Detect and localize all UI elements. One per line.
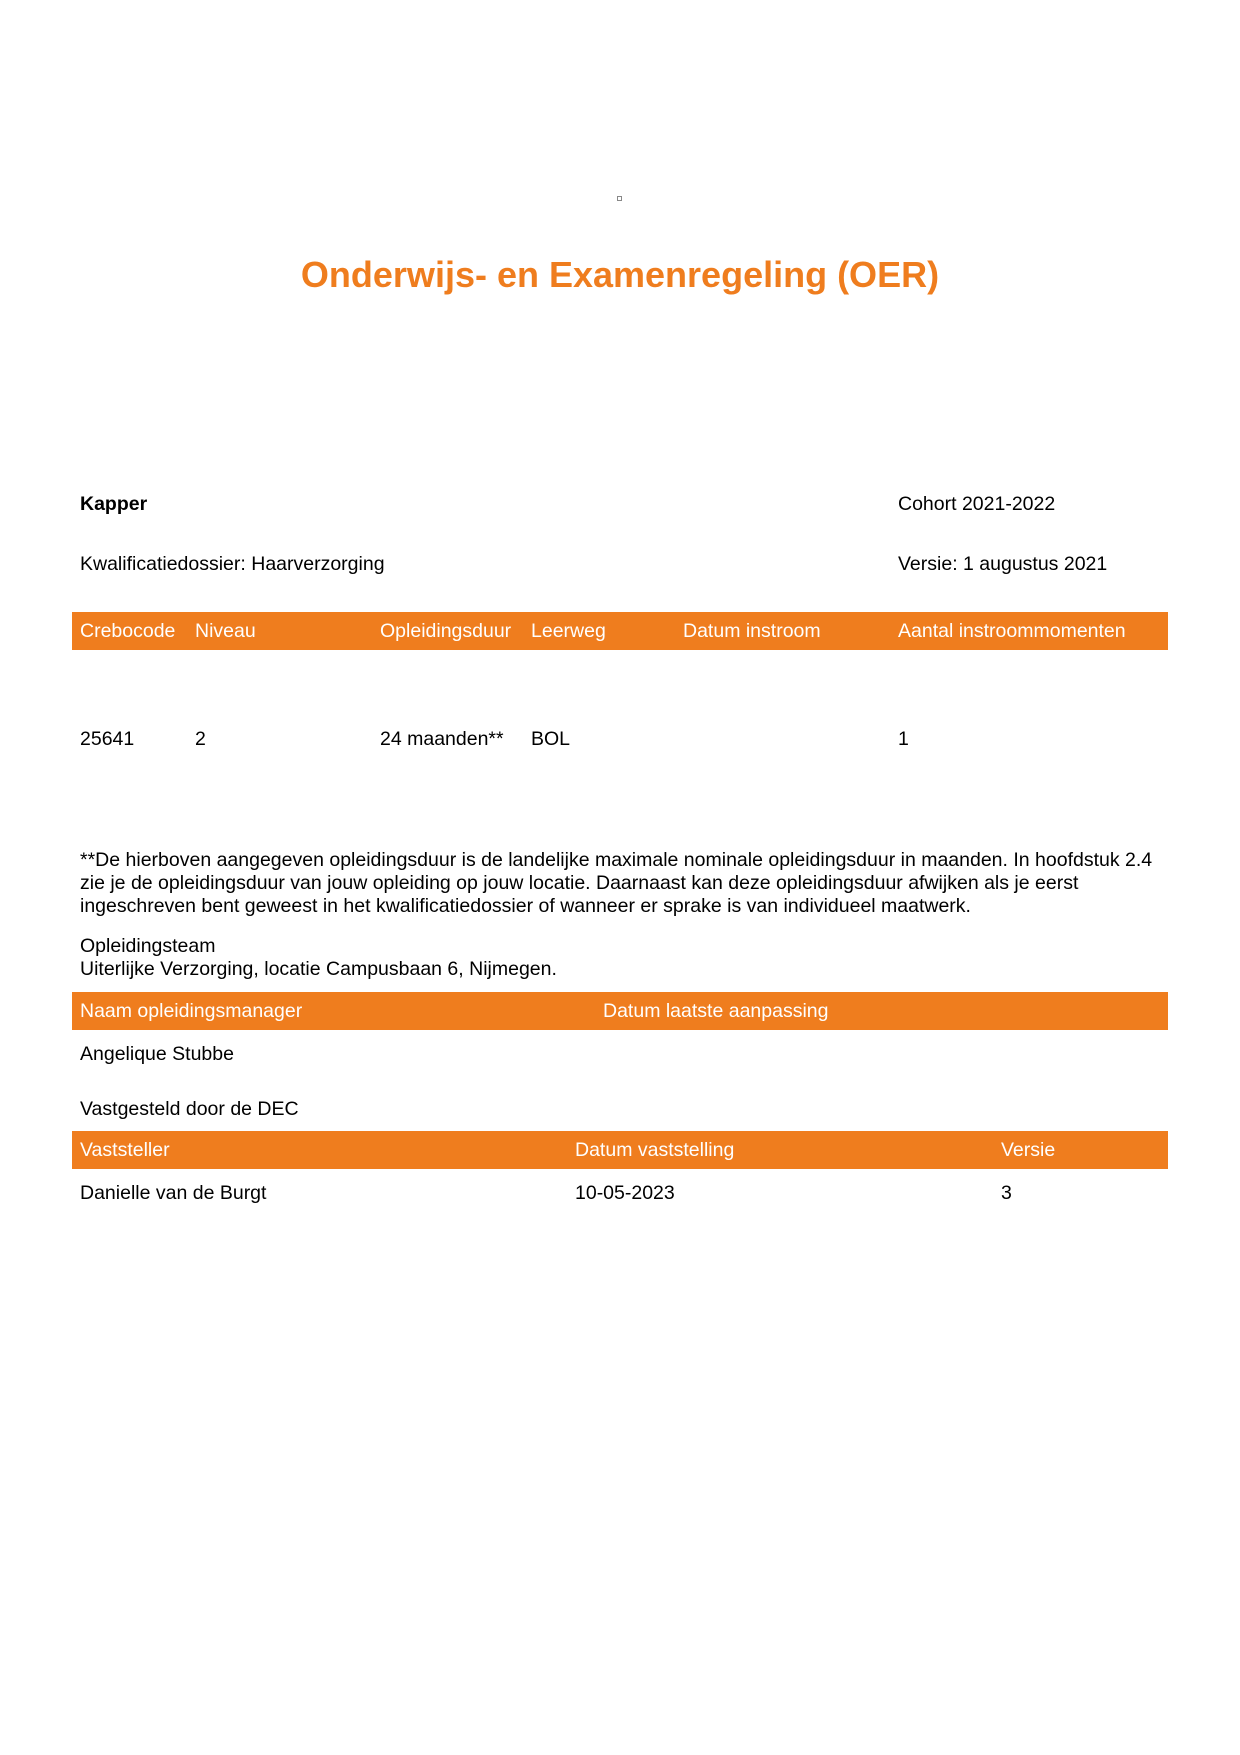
- cohort-label: Cohort 2021-2022: [898, 493, 1056, 515]
- header-vaststeller: Vaststeller: [80, 1139, 170, 1161]
- team-value: Uiterlijke Verzorging, locatie Campusbaan 6, Nijmegen.: [80, 958, 557, 980]
- header-datum-laatste-aanpassing: Datum laatste aanpassing: [603, 1000, 829, 1022]
- qualification-file: Kwalificatiedossier: Haarverzorging: [80, 553, 385, 575]
- cell-crebocode: 25641: [80, 728, 135, 750]
- header-naam-opleidingsmanager: Naam opleidingsmanager: [80, 1000, 303, 1022]
- program-name: Kapper: [80, 493, 148, 515]
- program-table-header: [72, 612, 1168, 650]
- cell-niveau: 2: [195, 728, 206, 750]
- cell-versie: 3: [1001, 1182, 1012, 1204]
- header-niveau: Niveau: [195, 620, 256, 642]
- header-opleidingsduur: Opleidingsduur: [380, 620, 512, 642]
- header-versie: Versie: [1001, 1139, 1056, 1161]
- established-by: Vastgesteld door de DEC: [80, 1098, 299, 1120]
- team-label: Opleidingsteam: [80, 935, 216, 957]
- cell-datum-vaststelling: 10-05-2023: [575, 1182, 675, 1204]
- duration-footnote: **De hierboven aangegeven opleidingsduur is de landelijke maximale nominale opleidingsduur in maanden. In hoofdstuk 2.4 zie je de opleidingsduur van jouw opleiding op jouw locatie. Daarnaast kan deze opleidingsduur afwijken als je eerst ingeschreven bent geweest in het kwalificatiedossier of wanneer er sprake is van individueel maatwerk.: [80, 849, 1153, 917]
- approval-table-header: [72, 1131, 1168, 1169]
- header-leerweg: Leerweg: [531, 620, 606, 642]
- cell-aantal-instroommomenten: 1: [898, 728, 909, 750]
- manager-table-header: [72, 992, 1168, 1030]
- header-aantal-instroommomenten: Aantal instroommomenten: [898, 620, 1126, 642]
- header-datum-instroom: Datum instroom: [683, 620, 821, 642]
- cell-vaststeller: Danielle van de Burgt: [80, 1182, 267, 1204]
- header-crebocode: Crebocode: [80, 620, 176, 642]
- page-title: Onderwijs- en Examenregeling (OER): [300, 254, 940, 295]
- header-datum-vaststelling: Datum vaststelling: [575, 1139, 735, 1161]
- placeholder-image-marker: [617, 196, 622, 201]
- cell-opleidingsduur: 24 maanden**: [380, 728, 504, 750]
- cell-opleidingsmanager: Angelique Stubbe: [80, 1043, 234, 1065]
- cell-leerweg: BOL: [531, 728, 571, 750]
- version-date: Versie: 1 augustus 2021: [898, 553, 1108, 575]
